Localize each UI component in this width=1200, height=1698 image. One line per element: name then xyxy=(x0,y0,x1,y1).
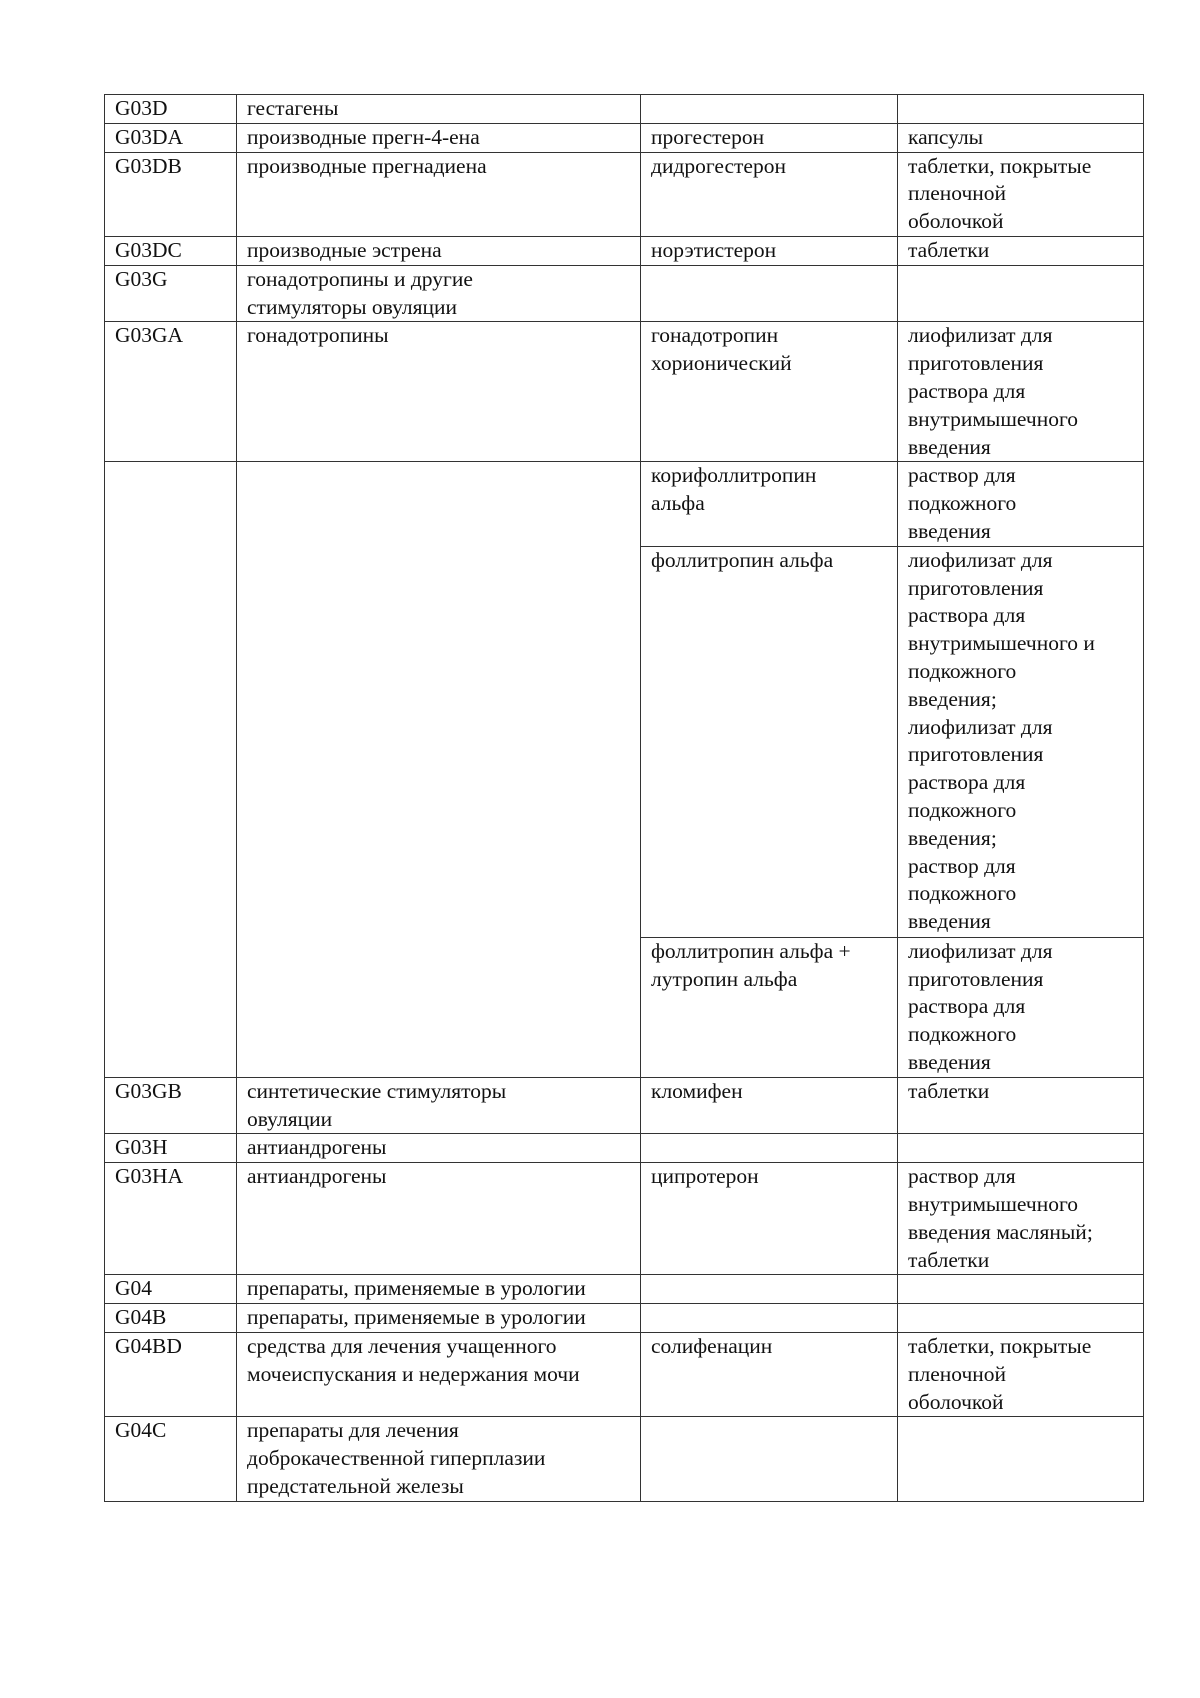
substance-name: корифоллитропин альфа xyxy=(651,463,817,516)
substance-name: фоллитропин альфа + лутропин альфа xyxy=(651,938,851,991)
table-row xyxy=(105,462,1144,546)
form-cell xyxy=(898,462,1144,546)
substance-cell xyxy=(641,1417,898,1501)
group-name: гонадотропины xyxy=(247,323,389,348)
atc-code: G04 xyxy=(115,1276,153,1301)
atc-code-cell xyxy=(105,322,237,462)
group-cell xyxy=(237,95,641,124)
substance-cell xyxy=(641,152,898,236)
atc-code-cell xyxy=(105,95,237,124)
atc-code-cell xyxy=(105,1134,237,1163)
dosage-form: раствор для подкожного введения xyxy=(908,463,1017,543)
dosage-form: таблетки xyxy=(908,1078,990,1103)
atc-code-cell xyxy=(105,1417,237,1501)
table-row xyxy=(105,1134,1144,1163)
group-name: препараты, применяемые в урологии xyxy=(247,1276,586,1301)
group-name: производные прегн-4-ена xyxy=(247,124,480,149)
group-name: средства для лечения учащенного мочеиспускания и недержания мочи xyxy=(247,1333,580,1386)
atc-code-cell xyxy=(105,1332,237,1416)
substance-cell xyxy=(641,95,898,124)
substance-cell xyxy=(641,937,898,1077)
atc-code-cell xyxy=(105,1077,237,1134)
substance-cell xyxy=(641,1304,898,1333)
group-cell xyxy=(237,1134,641,1163)
group-name: гонадотропины и другие стимуляторы овуляции xyxy=(247,266,473,319)
dosage-form: раствор для внутримышечного введения масляный; таблетки xyxy=(908,1164,1093,1272)
substance-name: фоллитропин альфа xyxy=(651,547,834,572)
table-row xyxy=(105,265,1144,322)
atc-code: G03GA xyxy=(115,323,184,348)
atc-code: G03HA xyxy=(115,1164,184,1189)
group-cell xyxy=(237,265,641,322)
form-cell xyxy=(898,546,1144,937)
dosage-form: лиофилизат для приготовления раствора для внутримышечного введения xyxy=(908,323,1079,459)
substance-cell xyxy=(641,1332,898,1416)
form-cell xyxy=(898,937,1144,1077)
atc-code: G03DC xyxy=(115,237,182,262)
substance-name: дидрогестерон xyxy=(651,153,786,178)
form-cell xyxy=(898,95,1144,124)
form-cell xyxy=(898,1417,1144,1501)
atc-code-cell xyxy=(105,1163,237,1275)
form-cell xyxy=(898,152,1144,236)
group-cell xyxy=(237,152,641,236)
substance-cell xyxy=(641,1275,898,1304)
atc-code-cell xyxy=(105,462,237,1077)
substance-cell xyxy=(641,1163,898,1275)
group-name: препараты, применяемые в урологии xyxy=(247,1305,586,1330)
table-row xyxy=(105,123,1144,152)
atc-code: G04BD xyxy=(115,1333,182,1358)
group-name: производные эстрена xyxy=(247,237,442,262)
group-cell xyxy=(237,236,641,265)
form-cell xyxy=(898,1304,1144,1333)
group-name: антиандрогены xyxy=(247,1135,387,1160)
table-row xyxy=(105,95,1144,124)
substance-name: кломифен xyxy=(651,1078,743,1103)
table-row xyxy=(105,152,1144,236)
dosage-form: таблетки, покрытые пленочной оболочкой xyxy=(908,153,1092,234)
atc-code: G04C xyxy=(115,1418,167,1443)
dosage-form: капсулы xyxy=(908,124,984,149)
table-row xyxy=(105,236,1144,265)
atc-code: G03H xyxy=(115,1135,168,1160)
substance-cell xyxy=(641,265,898,322)
group-name: синтетические стимуляторы овуляции xyxy=(247,1078,507,1131)
substance-cell xyxy=(641,236,898,265)
atc-code: G04B xyxy=(115,1305,167,1330)
form-cell xyxy=(898,123,1144,152)
form-cell xyxy=(898,322,1144,462)
group-name: гестагены xyxy=(247,96,339,120)
substance-cell xyxy=(641,1134,898,1163)
group-cell xyxy=(237,1077,641,1134)
form-cell xyxy=(898,1332,1144,1416)
group-name: антиандрогены xyxy=(247,1164,387,1189)
form-cell xyxy=(898,1077,1144,1134)
group-name: препараты для лечения доброкачественной гиперплазии предстательной железы xyxy=(247,1418,546,1498)
atc-code: G03DA xyxy=(115,124,184,149)
table-row xyxy=(105,1332,1144,1416)
atc-code-cell xyxy=(105,236,237,265)
atc-code-cell xyxy=(105,265,237,322)
substance-name: гонадотропин хорионический xyxy=(651,323,792,376)
group-cell xyxy=(237,1304,641,1333)
substance-name: ципротерон xyxy=(651,1164,759,1189)
group-cell xyxy=(237,1163,641,1275)
atc-code-cell xyxy=(105,123,237,152)
substance-name: прогестерон xyxy=(651,124,765,149)
group-cell xyxy=(237,1332,641,1416)
table-row xyxy=(105,1275,1144,1304)
substance-name: норэтистерон xyxy=(651,237,777,262)
substance-cell xyxy=(641,546,898,937)
table-row xyxy=(105,1304,1144,1333)
atc-code: G03G xyxy=(115,266,168,291)
form-cell xyxy=(898,1275,1144,1304)
form-cell xyxy=(898,1134,1144,1163)
substance-cell xyxy=(641,123,898,152)
atc-code: G03D xyxy=(115,96,168,120)
substance-cell xyxy=(641,462,898,546)
form-cell xyxy=(898,265,1144,322)
atc-code-cell xyxy=(105,1304,237,1333)
form-cell xyxy=(898,1163,1144,1275)
atc-code: G03GB xyxy=(115,1078,182,1103)
table-row xyxy=(105,1077,1144,1134)
atc-code-cell xyxy=(105,1275,237,1304)
table-row xyxy=(105,1417,1144,1501)
dosage-form: лиофилизат для приготовления раствора для подкожного введения xyxy=(908,938,1053,1074)
dosage-form: таблетки xyxy=(908,237,990,262)
atc-code: G03DB xyxy=(115,153,182,178)
substance-cell xyxy=(641,1077,898,1134)
substance-cell xyxy=(641,322,898,462)
atc-drug-table xyxy=(104,94,1144,1502)
group-cell xyxy=(237,322,641,462)
group-name: производные прегнадиена xyxy=(247,153,487,178)
group-cell xyxy=(237,1275,641,1304)
atc-code-cell xyxy=(105,152,237,236)
group-cell xyxy=(237,1417,641,1501)
substance-name: солифенацин xyxy=(651,1333,773,1358)
form-cell xyxy=(898,236,1144,265)
group-cell xyxy=(237,462,641,1077)
table-row xyxy=(105,322,1144,462)
dosage-form: таблетки, покрытые пленочной оболочкой xyxy=(908,1333,1092,1414)
table-row xyxy=(105,1163,1144,1275)
dosage-form: лиофилизат для приготовления раствора для внутримышечного и подкожного введения; лиофилизат для приготовления раствора для подкожного введения; раствор для подкожного введения xyxy=(908,547,1095,934)
group-cell xyxy=(237,123,641,152)
